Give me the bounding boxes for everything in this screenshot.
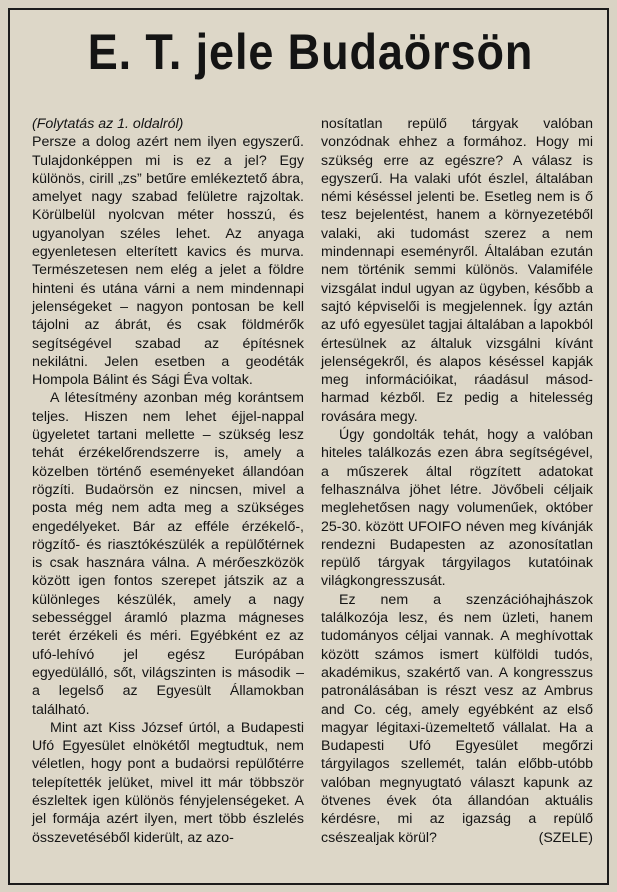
continuation-note: (Folytatás az 1. oldalról): [32, 116, 184, 132]
left-column: [32, 115, 304, 847]
paragraph-text: Ez nem a szenzációhajhászok találkozója lesz, és nem üzleti, hanem tudományos céljai vannak. A meghívottak között számos ismert külföldi tudós, akadémikus, szakértő van. A kongresszus patronálásában is részt vesz az Ambrus and Co. cég, amely egyébként az első magyar légitaxi-üzemeltető vállalat. Ha a Budapesti Ufó Egyesület megőrzi tárgyilagos szellemét, talán előbb-utóbb valóban megnyugtató választ kapunk az ötvenes évek óta állandóan aktuális kérdésre, mi az igazság a repülő csészealjak körül?: [321, 591, 593, 846]
paragraph: A létesítmény azonban még korántsem teljes. Hiszen nem lehet éjjel-nappal ügyeletet tartani mellette – szükség lesz tehát érzékelőrendszerre is, amely a közelben történő eseményeket állandóan rögzíti. Budaörsön ez nincsen, mivel a posta még nem adta meg a szükséges engedélyeket. Bár az efféle érzékelő-, rögzítő- és riasztókészülék a repülőtérnek is csak hasznára válna. A mérőeszközök között igen fontos szerepet játszik az a különleges készülék, amely a nagy sebességgel áramló plazma mágneses terét érzékeli és méri. Egyébként ez az ufó-lehívó jel egész Európában egyedülálló, sőt, világszinten is második – a legelső az Egyesült Államokban található.: [32, 390, 304, 718]
author-signature: (SZELE): [538, 829, 593, 846]
paragraph: Úgy gondolták tehát, hogy a valóban hiteles találkozás ezen ábra segítségével, a műszerek által rögzített adatokat felhasználva jöhet létre. Jövőbeli céljaik meglehetősen nagy volumenűek, október 25-30. között UFOIFO néven meg kívánják rendezni Budapesten az azonosítatlan repülő tárgyak tárgyilagos kutatóinak világkongresszusát.: [321, 427, 593, 590]
newspaper-clipping: [8, 8, 609, 885]
paragraph: Mint azt Kiss József úrtól, a Budapesti Ufó Egyesület elnökétől megtudtuk, nem véletlen, hogy pont a budaörsi repülőtérre telepítették jelüket, mivel itt már többször észleltek igen különös fényjelenségeket. A jel formája azért ilyen, mert több észlelés összevetéséből kiderült, az azo-: [32, 719, 304, 846]
paragraph: [321, 591, 593, 847]
paragraph: nosítatlan repülő tárgyak valóban vonzódnak ehhez a formához. Hogy mi szükség erre az egészre? A válasz is egyszerű. Ha valaki ufót észlel, általában némi késéssel jelenti be. Esetleg nem is ő tesz bejelentést, hanem a környezetéből valaki, aki tudomást szerez a nem mindennapi eseményről. Általában ezután nem történik semmi különös. Valamiféle vizsgálat indul ugyan az ügyben, később a sajtó képviselői is megjelennek. Így aztán az ufó egyesület tagjai általában a lapokból értesülnek az általuk vizsgálni kívánt jelenségekről, és alapos késéssel kapják meg információikat, ráadásul másod-harmad kézből. Ez pedig a hitelesség rovására megy.: [321, 116, 593, 425]
headline: E. T. jele Budaörsön: [87, 24, 534, 80]
paragraph: Persze a dolog azért nem ilyen egyszerű. Tulajdonképpen mi is ez a jel? Egy különös, cirill „zs” betűre emlékeztető ábra, amelyet nagy szabad felületre rajzoltak. Körülbelül nyolcvan méter hosszú, és ugyanolyan széles lehet. Az anyaga egyenletesen elterített kavics és murva. Természetesen nem elég a jelet a földre hinteni és utána várni a nem mindennapi jelenségeket – nagyon pontosan be kell tájolni az ábrát, és csak földmérők segítségével szabad az építésnek nekilátni. Jelen esetben a geodéták Hompola Bálint és Sági Éva voltak.: [32, 134, 304, 389]
right-column: [321, 115, 593, 847]
